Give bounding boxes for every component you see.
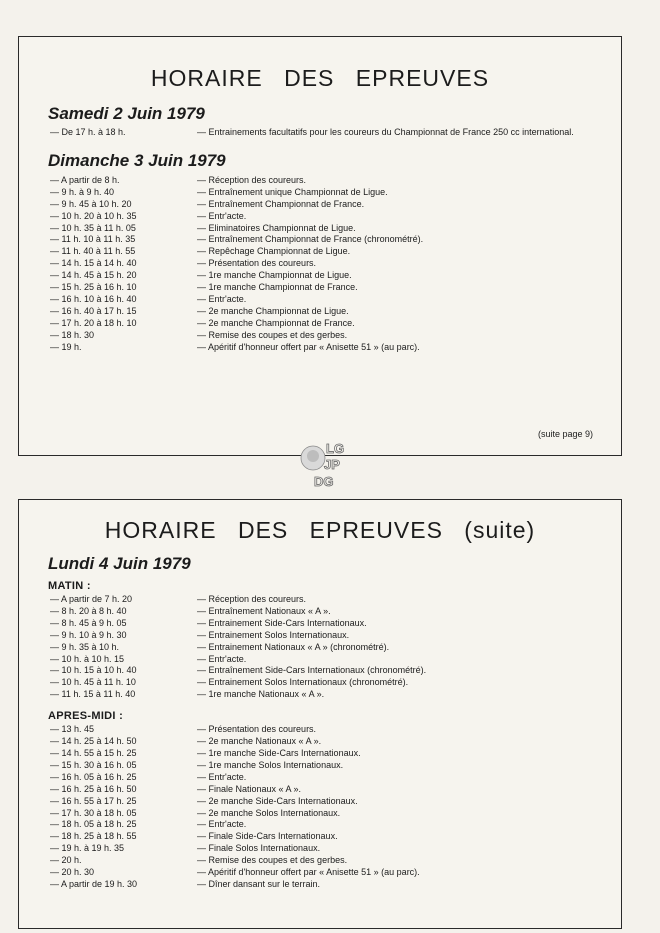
schedule-row [19, 665, 621, 677]
row-time: — 13 h. 45 [50, 724, 95, 735]
svg-text:LG: LG [326, 441, 345, 456]
schedule-row [19, 211, 621, 223]
schedule-row [19, 606, 621, 618]
row-description: — Entr'acte. [197, 293, 247, 304]
row-description: — Finale Side-Cars Internationaux. [197, 831, 338, 842]
row-description: — 1re manche Solos Internationaux. [197, 759, 344, 770]
schedule-row [19, 879, 621, 891]
schedule-row [19, 199, 621, 211]
row-time: — 14 h. 45 à 15 h. 20 [50, 270, 137, 281]
row-time: — 17 h. 30 à 18 h. 05 [50, 807, 137, 818]
apresmidi-heading: APRES-MIDI : [48, 710, 124, 723]
schedule-row [19, 867, 621, 879]
schedule-row [19, 748, 621, 760]
schedule-row [19, 246, 621, 258]
samedi-list [19, 127, 621, 139]
row-time: — 19 h. [50, 341, 82, 352]
row-time: — 15 h. 25 à 16 h. 10 [50, 282, 137, 293]
row-description: — Finale Nationaux « A ». [197, 783, 302, 794]
row-description: — Présentation des coureurs. [197, 724, 317, 735]
row-description: — Entr'acte. [197, 210, 247, 221]
row-description: — Entraînement Nationaux « A ». [197, 605, 331, 616]
row-time: — 16 h. 25 à 16 h. 50 [50, 783, 137, 794]
schedule-row [19, 234, 621, 246]
row-description: — Apéritif d'honneur offert par « Anisette 51 » (au parc). [197, 867, 420, 878]
row-time: — 10 h. à 10 h. 15 [50, 653, 125, 664]
row-description: — Entr'acte. [197, 771, 247, 782]
row-time: — 19 h. à 19 h. 35 [50, 843, 125, 854]
row-description: — Entrainements facultatifs pour les coureurs du Championnat de France 250 cc international. [197, 127, 574, 137]
row-time: — 9 h. 45 à 10 h. 20 [50, 198, 132, 209]
row-description: — Entrainement Solos Internationaux (chronométré). [197, 677, 409, 688]
row-time: — 11 h. 15 à 11 h. 40 [50, 689, 136, 700]
row-time: — A partir de 7 h. 20 [50, 594, 133, 604]
row-description: — Remise des coupes et des gerbes. [197, 855, 348, 866]
schedule-row [19, 318, 621, 330]
matin-list [19, 594, 621, 701]
row-description: — 2e manche Championnat de Ligue. [197, 305, 349, 316]
row-description: — Entr'acte. [197, 653, 247, 664]
schedule-row [19, 175, 621, 187]
schedule-row [19, 294, 621, 306]
row-description: — 1re manche Championnat de France. [197, 282, 358, 293]
schedule-row [19, 270, 621, 282]
row-description: — 2e manche Championnat de France. [197, 317, 355, 328]
schedule-row [19, 760, 621, 772]
row-time: — 14 h. 55 à 15 h. 25 [50, 747, 137, 758]
schedule-row [19, 808, 621, 820]
row-time: — 18 h. 25 à 18 h. 55 [50, 831, 137, 842]
row-time: — 10 h. 35 à 11 h. 05 [50, 222, 136, 233]
continued-note: (suite page 9) [537, 429, 593, 439]
row-time: — 16 h. 05 à 16 h. 25 [50, 771, 137, 782]
row-description: — 2e manche Solos Internationaux. [197, 807, 341, 818]
row-time: — 15 h. 30 à 16 h. 05 [50, 759, 137, 770]
schedule-row [19, 843, 621, 855]
row-time: — 18 h. 05 à 18 h. 25 [50, 819, 137, 830]
row-description: — 2e manche Nationaux « A ». [197, 736, 322, 747]
row-time: — 20 h. [50, 855, 82, 866]
row-description: — Remise des coupes et des gerbes. [197, 329, 348, 340]
row-time: — 10 h. 20 à 10 h. 35 [50, 210, 137, 221]
schedule-row [19, 736, 621, 748]
schedule-row [19, 630, 621, 642]
svg-text:DG: DG [314, 474, 334, 489]
day-heading-dimanche: Dimanche 3 Juin 1979 [48, 150, 226, 170]
row-time: — 20 h. 30 [50, 867, 95, 878]
row-time: — 14 h. 15 à 14 h. 40 [50, 258, 137, 269]
schedule-row [19, 594, 621, 606]
row-time: — 18 h. 30 [50, 329, 95, 340]
schedule-box-day3 [18, 499, 622, 929]
row-time: — 14 h. 25 à 14 h. 50 [50, 736, 137, 747]
row-description: — Réception des coureurs. [197, 594, 307, 604]
schedule-row [19, 330, 621, 342]
schedule-row [19, 689, 621, 701]
row-description: — 1re manche Side-Cars Internationaux. [197, 747, 361, 758]
schedule-row [19, 677, 621, 689]
row-time: — 11 h. 40 à 11 h. 55 [50, 246, 136, 257]
apresmidi-list [19, 724, 621, 891]
schedule-row [19, 127, 621, 139]
row-time: — 8 h. 45 à 9 h. 05 [50, 617, 127, 628]
row-description: — Finale Solos Internationaux. [197, 843, 321, 854]
row-description: — Repêchage Championnat de Ligue. [197, 246, 351, 257]
schedule-row [19, 223, 621, 235]
row-description: — 1re manche Nationaux « A ». [197, 689, 325, 700]
schedule-box-day1-2 [18, 36, 622, 456]
day-heading-samedi: Samedi 2 Juin 1979 [48, 104, 205, 123]
svg-text:JP: JP [324, 457, 340, 472]
schedule-row [19, 187, 621, 199]
schedule-row [19, 654, 621, 666]
row-description: — Entraînement unique Championnat de Ligue. [197, 186, 388, 197]
row-description: — Dîner dansant sur le terrain. [197, 878, 321, 889]
row-time: — 10 h. 45 à 11 h. 10 [50, 677, 136, 688]
row-time: — 16 h. 55 à 17 h. 25 [50, 795, 137, 806]
lgjpdg-stamp-logo [296, 436, 356, 496]
schedule-row [19, 306, 621, 318]
schedule-row [19, 342, 621, 354]
row-time: — 9 h. à 9 h. 40 [50, 186, 115, 197]
row-description: — 2e manche Side-Cars Internationaux. [197, 795, 358, 806]
schedule-row [19, 618, 621, 630]
row-description: — Entraînement Championnat de France (chronométré). [197, 234, 424, 245]
row-time: — 10 h. 15 à 10 h. 40 [50, 665, 137, 676]
row-time: — A partir de 8 h. [50, 174, 120, 185]
schedule-title-suite: HORAIRE DES EPREUVES (suite) [104, 517, 536, 543]
row-time: — 16 h. 40 à 17 h. 15 [50, 305, 137, 316]
schedule-row [19, 796, 621, 808]
row-time: — 17 h. 20 à 18 h. 10 [50, 317, 137, 328]
schedule-row [19, 819, 621, 831]
row-time: — A partir de 19 h. 30 [50, 878, 138, 889]
schedule-row [19, 784, 621, 796]
row-description: — Eliminatoires Championnat de Ligue. [197, 222, 356, 233]
schedule-row [19, 831, 621, 843]
schedule-title: HORAIRE DES EPREUVES [150, 65, 490, 91]
matin-heading: MATIN : [48, 580, 91, 592]
row-description: — Réception des coureurs. [197, 174, 307, 185]
row-description: — Entr'acte. [197, 819, 247, 830]
row-time: — 8 h. 20 à 8 h. 40 [50, 605, 127, 616]
row-time: — 16 h. 10 à 16 h. 40 [50, 293, 137, 304]
row-description: — Entrainement Side-Cars Internationaux. [197, 617, 367, 628]
row-time: — 9 h. 35 à 10 h. [50, 641, 120, 652]
row-time: — De 17 h. à 18 h. [50, 127, 126, 137]
dimanche-list [19, 175, 621, 354]
row-description: — Apéritif d'honneur offert par « Anisette 51 » (au parc). [197, 341, 420, 352]
row-time: — 11 h. 10 à 11 h. 35 [50, 234, 136, 245]
row-description: — Présentation des coureurs. [197, 258, 317, 269]
schedule-row [19, 282, 621, 294]
row-time: — 9 h. 10 à 9 h. 30 [50, 629, 127, 640]
row-description: — 1re manche Championnat de Ligue. [197, 270, 352, 281]
row-description: — Entraînement Championnat de France. [197, 198, 365, 209]
row-description: — Entrainement Solos Internationaux. [197, 629, 350, 640]
day-heading-lundi: Lundi 4 Juin 1979 [48, 554, 191, 573]
schedule-row [19, 855, 621, 867]
schedule-row [19, 642, 621, 654]
row-description: — Entrainement Nationaux « A » (chronométré). [197, 641, 390, 652]
schedule-row [19, 772, 621, 784]
schedule-row [19, 258, 621, 270]
schedule-row [19, 724, 621, 736]
row-description: — Entraînement Side-Cars Internationaux (chronométré). [197, 665, 427, 676]
